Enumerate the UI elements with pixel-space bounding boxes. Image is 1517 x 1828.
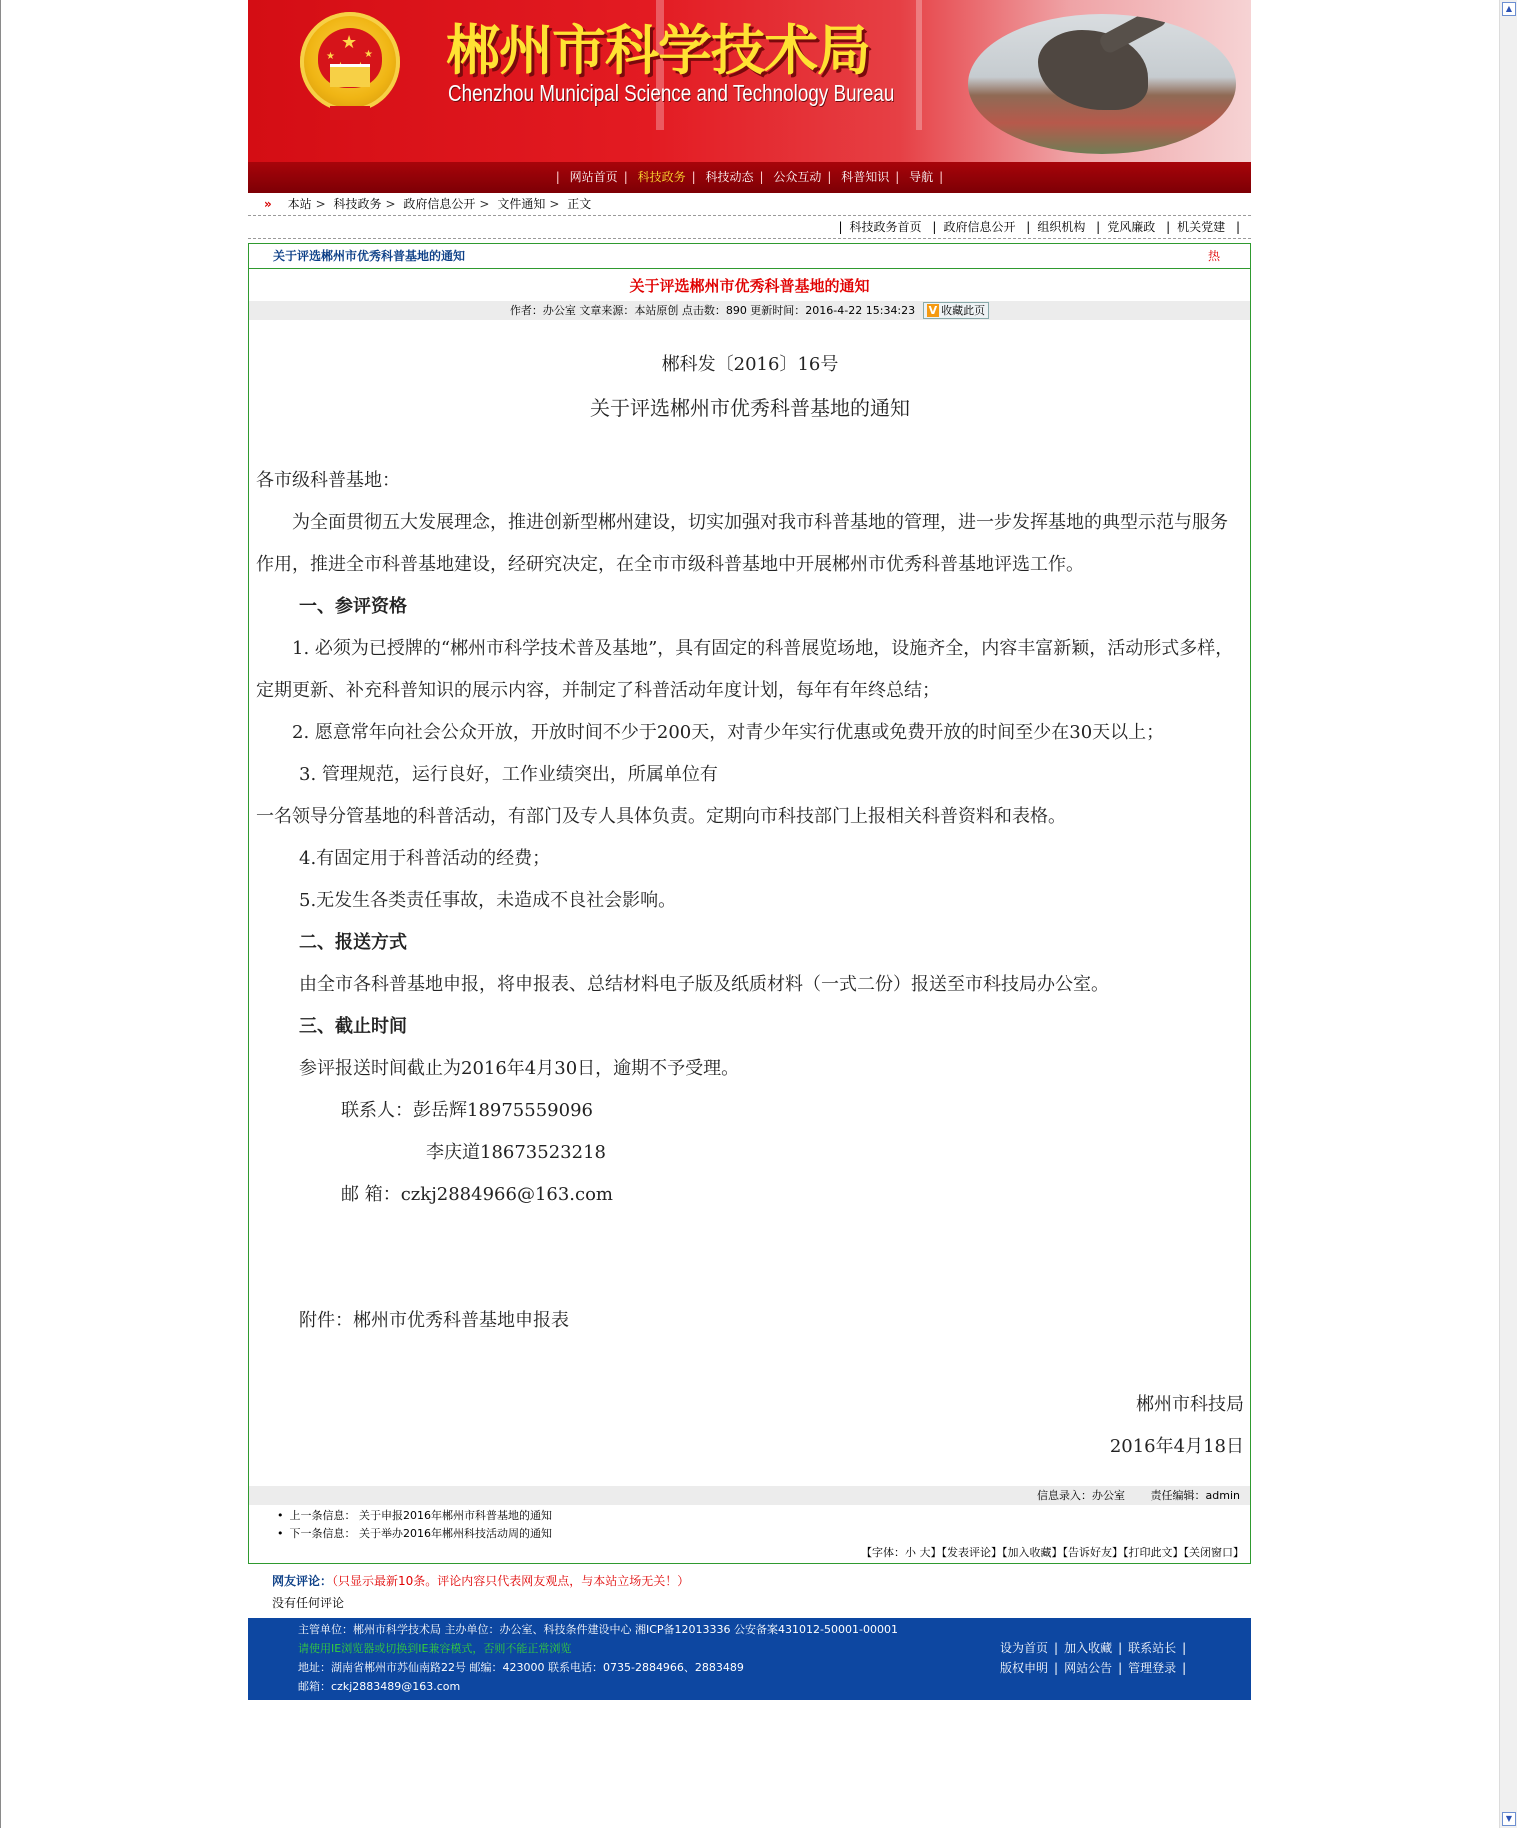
subnav-party[interactable]: 机关党建	[1177, 220, 1226, 234]
list-item: 2. 愿意常年向社会公众开放，开放时间不少于200天，对青少年实行优惠或免费开放的时间至少在30天以上；	[292, 722, 1165, 743]
subnav-integrity[interactable]: 党风廉政	[1107, 220, 1156, 234]
footer-links: 设为首页 | 加入收藏 | 联系站长 | 版权申明 | 网站公告 | 管理登录 |	[1000, 1641, 1187, 1675]
list-item: 一名领导分管基地的科普活动，有部门及专人具体负责。定期向市科技部门上报相关科普资料和表格。	[256, 806, 1066, 827]
article-title: 关于评选郴州市优秀科普基地的通知	[629, 277, 870, 295]
article-editor-info	[249, 1486, 1250, 1505]
contact-line: 联系人：彭岳辉18975559096	[341, 1100, 593, 1121]
breadcrumb-item[interactable]: 科技政务	[333, 197, 382, 211]
article-box-header	[249, 244, 1250, 269]
add-favorite-link[interactable]: 加入收藏	[1064, 1641, 1113, 1655]
breadcrumb: » 本站 > 科技政务 > 政府信息公开 > 文件通知 > 正文	[248, 193, 1251, 216]
national-emblem-icon: ★ ★ ★	[300, 12, 400, 112]
scroll-up-arrow-icon[interactable]: ▲	[1502, 2, 1516, 16]
article-box-title: 关于评选郴州市优秀科普基地的通知	[273, 249, 466, 263]
nav-home[interactable]: 网站首页	[569, 170, 618, 184]
no-comments: 没有任何评论	[272, 1596, 345, 1610]
footer-info	[298, 1620, 898, 1696]
admin-login-link[interactable]: 管理登录	[1128, 1661, 1177, 1675]
banner-stripe	[916, 0, 922, 130]
announcement-link[interactable]: 网站公告	[1064, 1661, 1113, 1675]
footer-line: 地址：湖南省郴州市苏仙南路22号 邮编：423000 联系电话：0735-2884966、2883489	[298, 1661, 744, 1674]
contact-line: 李庆道18673523218	[426, 1142, 606, 1163]
breadcrumb-item[interactable]: 政府信息公开	[403, 197, 476, 211]
editor: 责任编辑：admin	[1150, 1489, 1240, 1502]
bookmark-button[interactable]	[923, 302, 990, 319]
signer: 郴州市科技局	[1136, 1394, 1244, 1415]
site-subtitle: Chenzhou Municipal Science and Technology Bureau	[448, 80, 895, 106]
sign-date: 2016年4月18日	[1109, 1436, 1244, 1457]
footer-line: 主管单位：郴州市科学技术局 主办单位：办公室、科技条件建设中心 湘ICP备12013336 公安备案431012-50001-00001	[298, 1623, 898, 1636]
sculpture-photo	[968, 14, 1236, 154]
site-footer	[248, 1618, 1251, 1700]
intro-paragraph: 为全面贯彻五大发展理念，推进创新型郴州建设，切实加强对我市科普基地的管理，进一步发挥基地的典型示范与服务作用，推进全市科普基地建设，经研究决定，在全市市级科普基地中开展郴州市优秀科普基地评选工作。	[256, 512, 1228, 575]
breadcrumb-arrow-icon: »	[264, 197, 270, 211]
nav-sci-news[interactable]: 科技动态	[705, 170, 754, 184]
prev-item	[277, 1507, 1250, 1525]
breadcrumb-item[interactable]: 文件通知	[497, 197, 546, 211]
list-item: 4.有固定用于科普活动的经费；	[299, 848, 551, 869]
doc-number: 郴科发〔2016〕16号	[661, 354, 839, 375]
section-heading: 三、截止时间	[299, 1016, 407, 1037]
page-wrapper	[248, 0, 1251, 1700]
article-body	[249, 344, 1250, 1468]
list-item: 1. 必须为已授牌的“郴州市科学技术普及基地”，具有固定的科普展览场地，设施齐全，内容丰富新颖，活动形式多样，定期更新、补充科普知识的展示内容，并制定了科普活动年度计划，每年有年终总结；	[256, 638, 1234, 701]
subnav-gov-info[interactable]: 政府信息公开	[943, 220, 1016, 234]
site-title: 郴州市科学技术局	[446, 18, 870, 82]
window-border	[0, 0, 1, 1828]
breadcrumb-current: 正文	[567, 197, 592, 211]
section-heading: 二、报送方式	[299, 932, 407, 953]
list-item: 3. 管理规范，运行良好，工作业绩突出，所属单位有	[299, 764, 718, 785]
deadline-paragraph: 参评报送时间截止为2016年4月30日，逾期不予受理。	[299, 1058, 740, 1079]
prev-next-links	[249, 1505, 1250, 1543]
bullet-icon: •	[277, 1527, 284, 1540]
email-line: 邮 箱：czkj2884966@163.com	[341, 1184, 614, 1205]
article-box	[248, 243, 1251, 1564]
comments-label: 网友评论：	[272, 1574, 333, 1588]
footer-line: 邮箱：czkj2883489@163.com	[298, 1680, 461, 1693]
comments-header	[248, 1570, 1251, 1592]
main-nav: | 网站首页 | 科技政务 | 科技动态 | 公众互动 | 科普知识 | 导航 |	[248, 162, 1251, 193]
nav-navigation[interactable]: 导航	[909, 170, 934, 184]
article-tools[interactable]: 【字体：小 大】【发表评论】【加入收藏】【告诉好友】【打印此文】【关闭窗口】	[861, 1546, 1244, 1559]
bookmark-label: 收藏此页	[941, 304, 986, 317]
next-label: 下一条信息：	[289, 1527, 356, 1540]
next-link[interactable]: 关于举办2016年郴州科技活动周的通知	[359, 1527, 552, 1540]
hot-badge: 热	[1207, 249, 1220, 263]
nav-sci-knowledge[interactable]: 科普知识	[841, 170, 890, 184]
attachment-link[interactable]: 附件：郴州市优秀科普基地申报表	[299, 1310, 569, 1331]
sub-nav: | 科技政务首页 | 政府信息公开 | 组织机构 | 党风廉政 | 机关党建 |	[248, 216, 1251, 239]
site-banner	[248, 0, 1251, 162]
subnav-affairs-home[interactable]: 科技政务首页	[849, 220, 922, 234]
doc-title: 关于评选郴州市优秀科普基地的通知	[590, 396, 910, 420]
article-meta-text: 作者：办公室 文章来源：本站原创 点击数：890 更新时间：2016-4-22 15:34:23	[509, 304, 916, 317]
footer-warning: 请使用IE浏览器或切换到IE兼容模式，否则不能正常浏览	[298, 1642, 572, 1655]
scroll-down-arrow-icon[interactable]: ▼	[1502, 1812, 1516, 1826]
next-item	[277, 1525, 1250, 1543]
method-paragraph: 由全市各科普基地申报，将申报表、总结材料电子版及纸质材料（一式二份）报送至市科技局办公室。	[299, 974, 1109, 995]
nav-sci-affairs[interactable]: 科技政务	[637, 170, 686, 184]
contact-admin-link[interactable]: 联系站长	[1128, 1641, 1177, 1655]
copyright-link[interactable]: 版权申明	[1000, 1661, 1049, 1675]
salutation: 各市级科普基地：	[256, 470, 400, 491]
bookmark-icon: V	[928, 304, 938, 317]
comments-note: （只显示最新10条。评论内容只代表网友观点，与本站立场无关！）	[332, 1574, 690, 1588]
article-meta	[249, 301, 1250, 320]
prev-link[interactable]: 关于申报2016年郴州市科普基地的通知	[359, 1509, 552, 1522]
set-homepage-link[interactable]: 设为首页	[1000, 1641, 1049, 1655]
subnav-organization[interactable]: 组织机构	[1037, 220, 1086, 234]
list-item: 5.无发生各类责任事故，未造成不良社会影响。	[299, 890, 677, 911]
section-heading: 一、参评资格	[299, 596, 407, 617]
input-by: 信息录入：办公室	[1037, 1489, 1126, 1502]
vertical-scrollbar[interactable]	[1499, 0, 1517, 1828]
prev-label: 上一条信息：	[289, 1509, 356, 1522]
nav-public-interaction[interactable]: 公众互动	[773, 170, 822, 184]
breadcrumb-item[interactable]: 本站	[287, 197, 312, 211]
bullet-icon: •	[277, 1509, 284, 1522]
